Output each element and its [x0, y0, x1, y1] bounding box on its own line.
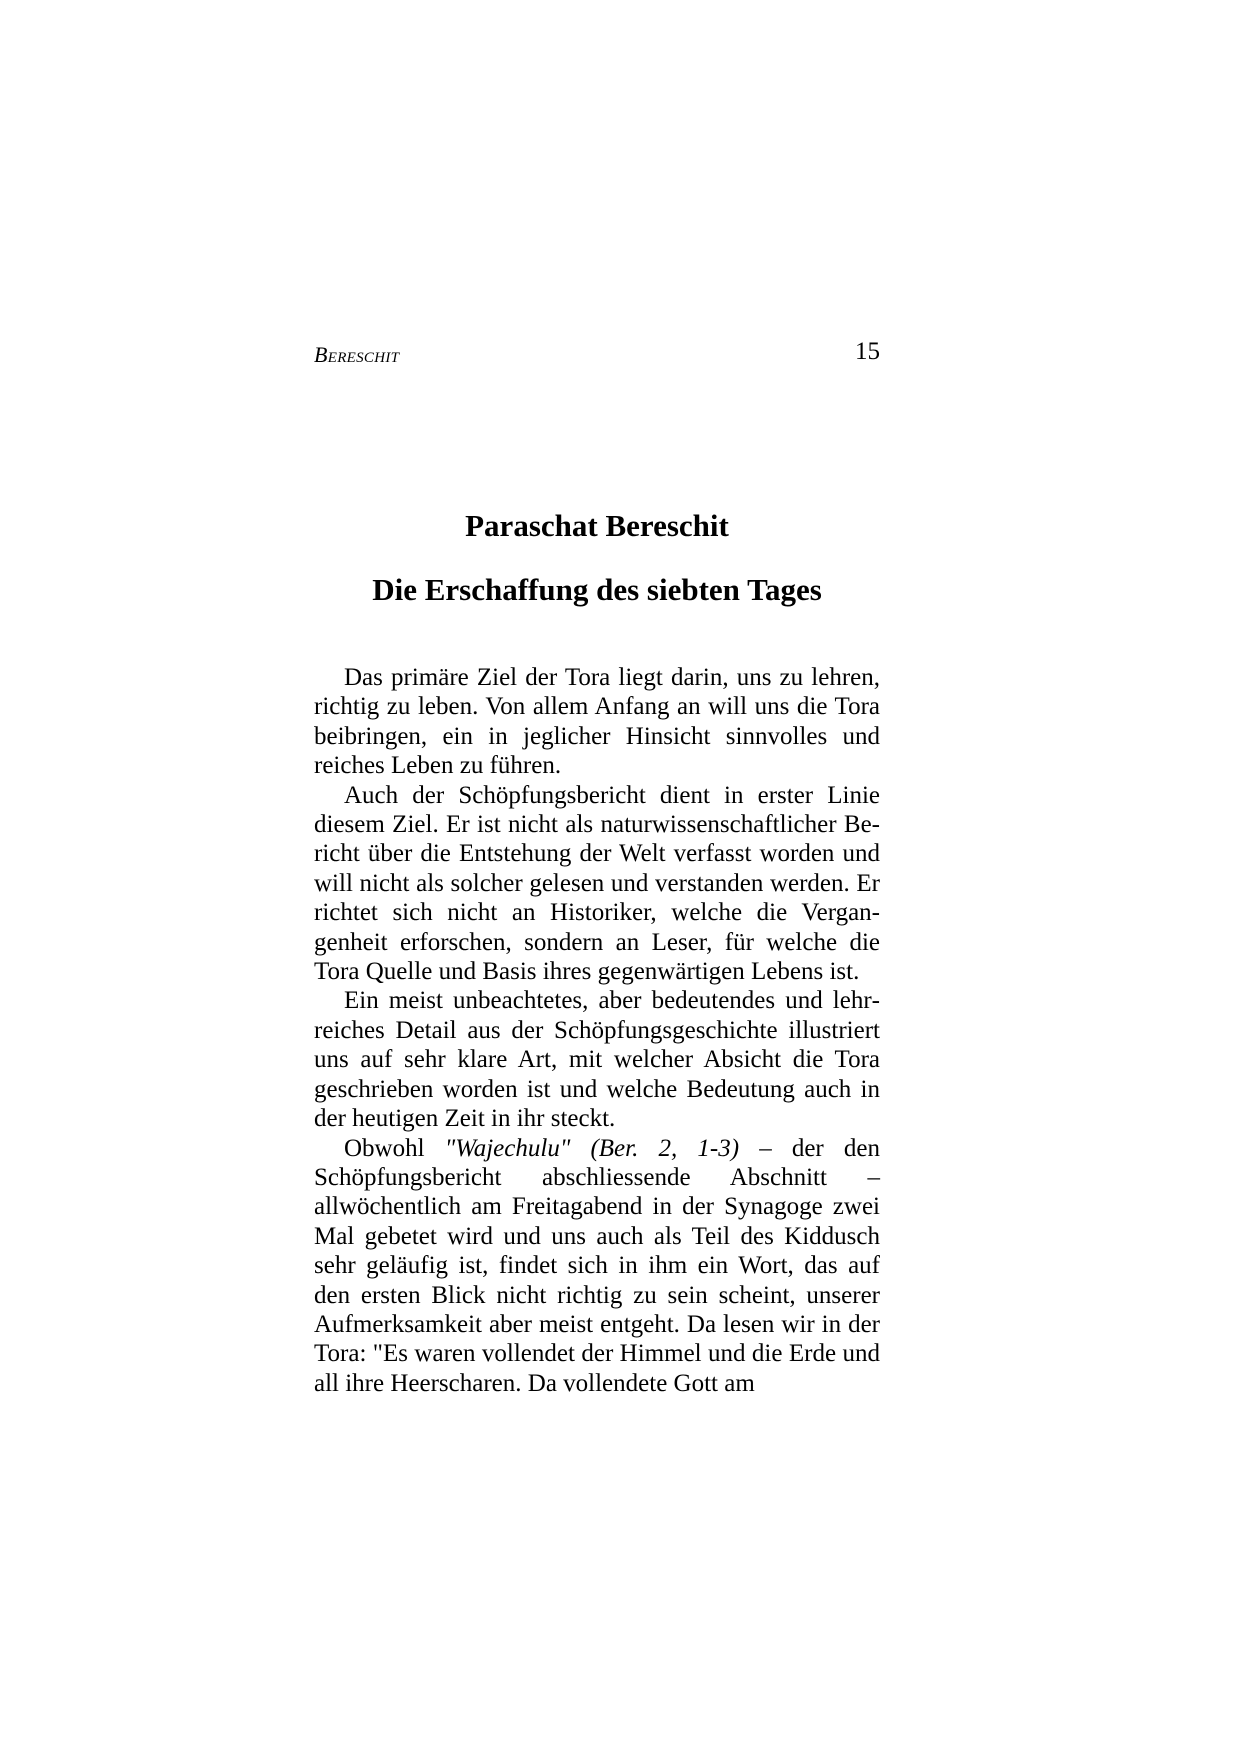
paragraph-4-intro: Obwohl [344, 1134, 445, 1162]
paragraph-4 [314, 1134, 880, 1399]
running-header [314, 338, 880, 376]
paragraph-2: Auch der Schöpfungsbericht dient in erster Linie diesem Ziel. Er ist nicht als naturwissenschaftlicher Bericht über die Entstehung der Welt verfasst worden und will nicht als solcher gelesen und verstanden werden. Er richtet sich nicht an Historiker, welche die Vergangenheit erforschen, sondern an Leser, für welche die Tora Quelle und Basis ihres gegenwärtigen Lebens ist. [314, 781, 880, 986]
page-number: 15 [855, 338, 880, 365]
citation-wajechulu: "Wajechulu" (Ber. 2, 1-3) [444, 1134, 740, 1162]
body-text [314, 663, 880, 1398]
paragraph-1: Das primäre Ziel der Tora liegt darin, uns zu lehren, richtig zu leben. Von allem Anfang an will uns die Tora beibringen, ein in jeglicher Hinsicht sinnvolles und reiches Leben zu führen. [314, 664, 880, 780]
chapter-title: Die Erschaffung des siebten Tages [372, 572, 822, 607]
paragraph-3: Ein meist unbeachtetes, aber bedeutendes und lehrreiches Detail aus der Schöpfungsgeschichte illustriert uns auf sehr klare Art, mit welcher Absicht die Tora geschrieben worden ist und welche Bedeutung auch in der heutigen Zeit in ihr steckt. [314, 987, 880, 1133]
paragraph-4-rest: – der den Schöpfungsbericht abschliessende Abschnitt – allwöchentlich am Freitagabend in der Synagoge zwei Mal gebetet wird und uns auch als Teil des Kiddusch sehr geläufig ist, findet sich in ihm ein Wort, das auf den ersten Blick nicht richtig zu sein scheint, unserer Aufmerksamkeit aber meist entgeht. Da lesen wir in der Tora: "Es waren vollendet der Himmel und die Erde und all ihre Heerscharen. Da vollendete Gott am [314, 1134, 880, 1397]
parascha-title: Paraschat Bereschit [465, 508, 729, 543]
running-title: Bereschit [314, 342, 400, 367]
